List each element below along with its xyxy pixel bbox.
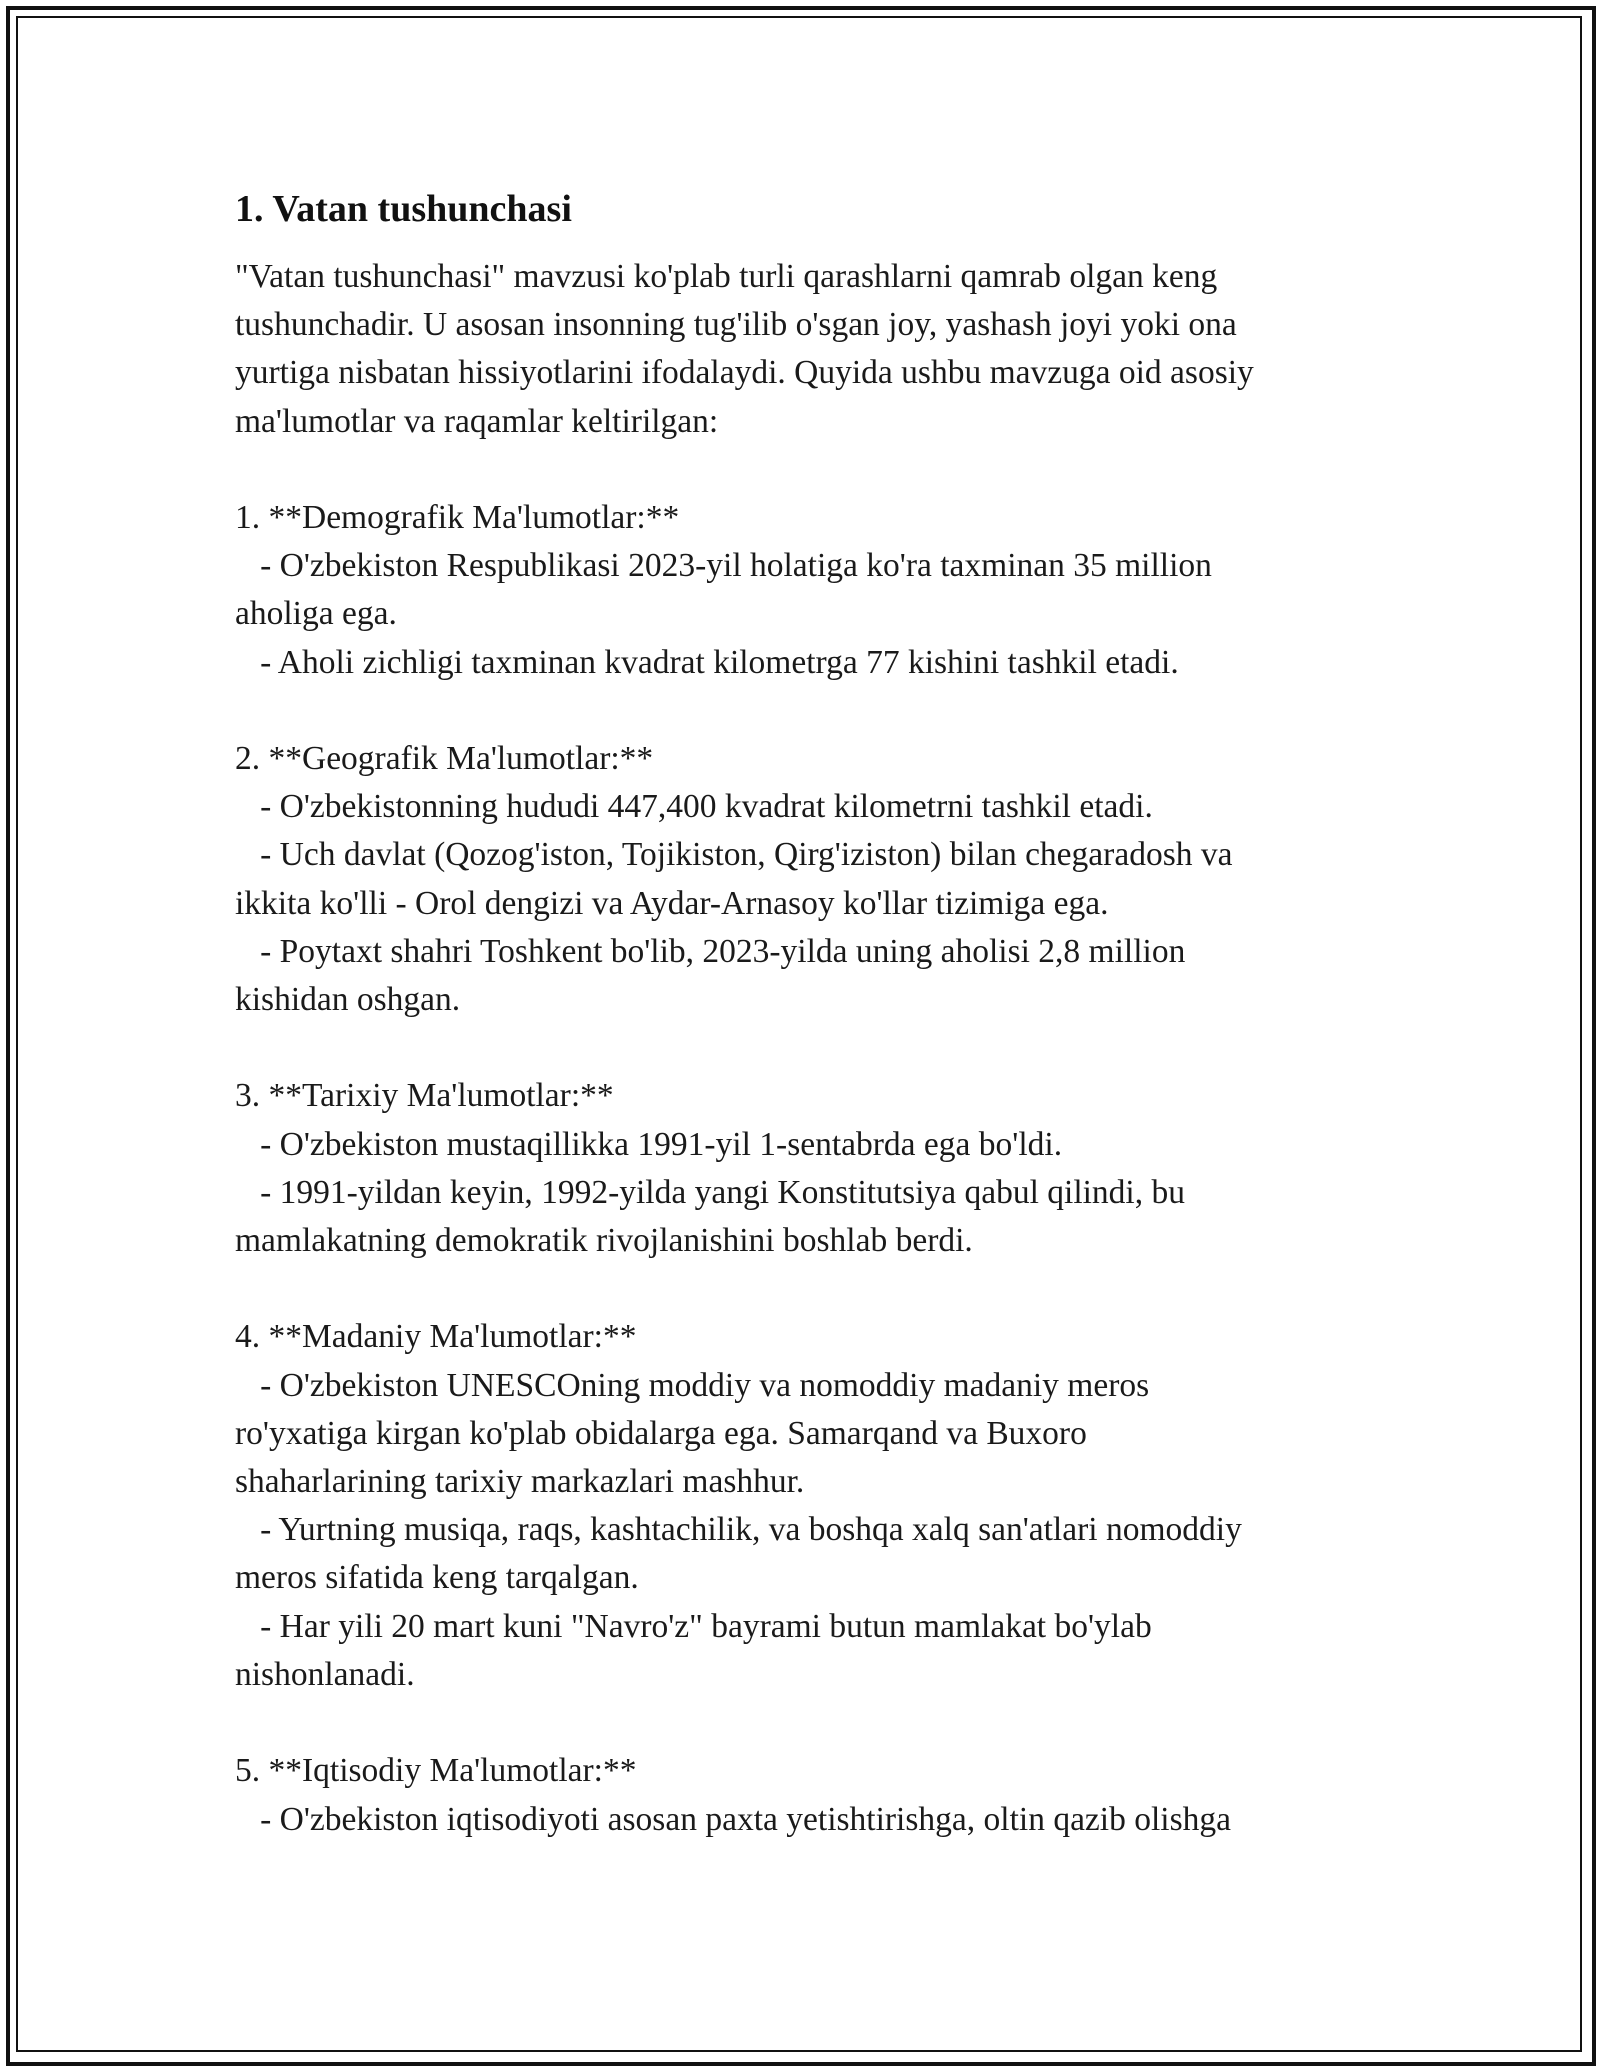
document-body-text: "Vatan tushunchasi" mavzusi ko'plab turli qarashlarni qamrab olgan keng tushunchadir. U asosan insonning tug'ilib o'sgan joy, yashash joyi yoki ona yurtiga nisbatan hissiyotlarini ifodalaydi. Quyida ushbu mavzuga oid asosiy ma'lumotlar va raqamlar keltirilgan: 1. **Demografik Ma'lumotlar:** - O'zbekiston Respublikasi 2023-yil holatiga ko'ra taxminan 35 million aholiga ega. - Aholi zichligi taxminan kvadrat kilometrga 77 kishini tashkil etadi. 2. **Geografik Ma'lumotlar:** - O'zbekistonning hududi 447,400 kvadrat kilometrni tashkil etadi. - Uch davlat (Qozog'iston, Tojikiston, Qirg'iziston) bilan chegaradosh va ikkita ko'lli - Orol dengizi va Aydar-Arnasoy ko'llar tizimiga ega. - Poytaxt shahri Toshkent bo'lib, 2023-yilda uning aholisi 2,8 million kishidan oshgan. 3. **Tarixiy Ma'lumotlar:** - O'zbekiston mustaqillikka 1991-yil 1-sentabrda ega bo'ldi. - 1991-yildan keyin, 1992-yilda yangi Konstitutsiya qabul qilindi, bu mamlakatning demokratik rivojlanishini boshlab berdi. 4. **Madaniy Ma'lumotlar:** - O'zbekiston UNESCOning moddiy va nomoddiy madaniy meros ro'yxatiga kirgan ko'plab obidalarga ega. Samarqand va Buxoro shaharlarining tarixiy markazlari mashhur. - Yurtning musiqa, raqs, kashtachilik, va boshqa xalq san'atlari nomoddiy meros sifatida keng tarqalgan. - Har yili 20 mart kuni "Navro'z" bayrami butun mamlakat bo'ylab nishonlanadi. 5. **Iqtisodiy Ma'lumotlar:** - O'zbekiston iqtisodiyoti asosan paxta yetishtirishga, oltin qazib olishga [235,258,1254,1838]
document-page [235,185,1380,1844]
document-title: 1. Vatan tushunchasi [235,188,572,230]
